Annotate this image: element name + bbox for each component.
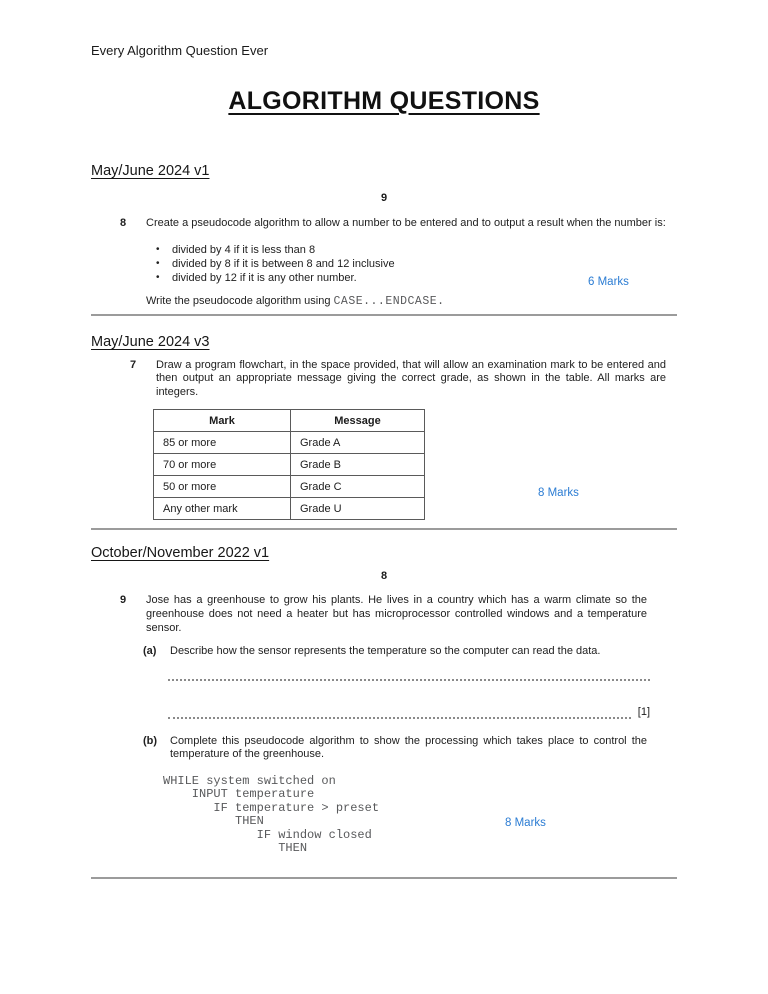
- bullet-text: divided by 4 if it is less than 8: [172, 243, 316, 256]
- exam-page-number: 9: [380, 192, 388, 204]
- table-row: [154, 432, 425, 454]
- section-heading-octnov-2022-v1: October/November 2022 v1: [91, 545, 270, 562]
- code-line: IF temperature > preset: [163, 800, 380, 815]
- code-line: THEN: [163, 814, 264, 829]
- part-text: Describe how the sensor represents the temperature so the computer can read the data.: [170, 645, 601, 658]
- section-divider: [91, 528, 677, 530]
- section-divider: [91, 314, 677, 316]
- answer-line: [168, 678, 650, 681]
- question-text: Create a pseudocode algorithm to allow a number to be entered and to output a result when the number is:: [146, 217, 666, 229]
- table-cell: Any other mark: [154, 498, 291, 520]
- table-cell: 85 or more: [154, 432, 291, 454]
- question-9: [120, 594, 677, 635]
- list-item: [156, 257, 677, 271]
- closing-code: CASE...ENDCASE.: [333, 294, 445, 308]
- question-number: 7: [130, 358, 137, 371]
- table-cell: Grade B: [291, 454, 425, 476]
- marks-badge: 8 Marks: [505, 817, 546, 829]
- question-8: [120, 217, 677, 231]
- dotted-answer-rule: [168, 678, 650, 681]
- marks-badge: 6 Marks: [588, 276, 629, 288]
- question-text: Jose has a greenhouse to grow his plants. He lives in a country which has a warm climate so the greenhouse does not need a heater but has microprocessor controlled windows and a temperature sensor.: [146, 594, 647, 634]
- part-text: Complete this pseudocode algorithm to show the processing which takes place to control the temperature of the greenhouse.: [170, 734, 647, 761]
- code-line: INPUT temperature: [163, 787, 315, 802]
- question-part-b: [143, 735, 677, 762]
- question-number: 8: [120, 217, 127, 229]
- table-cell: 70 or more: [154, 454, 291, 476]
- closing-text: Write the pseudocode algorithm using: [146, 294, 334, 307]
- code-line: THEN: [163, 841, 308, 856]
- section-divider: [91, 877, 677, 879]
- question-number: 9: [120, 594, 127, 607]
- part-label: (a): [143, 645, 157, 658]
- grade-table: [153, 409, 425, 520]
- question-part-a: [143, 645, 677, 659]
- exam-page-number: 8: [380, 570, 388, 583]
- table-row: [154, 498, 425, 520]
- pseudocode-block: [163, 775, 677, 856]
- bullet-icon: •: [156, 271, 160, 283]
- part-label: (b): [143, 734, 158, 747]
- table-cell: Grade C: [291, 476, 425, 498]
- section-heading-mayjune-2024-v3: May/June 2024 v3: [91, 333, 210, 350]
- table-row: [154, 476, 425, 498]
- code-line: IF window closed: [163, 827, 372, 842]
- table-cell: Grade A: [291, 432, 425, 454]
- bullet-text: divided by 12 if it is any other number.: [172, 271, 357, 284]
- question-text: Draw a program flowchart, in the space provided, that will allow an examination mark to be entered and then output an appropriate message giving the correct grade, as shown in the table. All marks are integers.: [156, 358, 666, 398]
- table-row: [154, 454, 425, 476]
- bullet-text: divided by 8 if it is between 8 and 12 inclusive: [172, 257, 395, 270]
- bullet-icon: •: [156, 257, 160, 269]
- table-cell: 50 or more: [154, 476, 291, 498]
- section-heading-mayjune-2024-v1: May/June 2024 v1: [91, 163, 210, 179]
- marks-badge: 8 Marks: [538, 487, 579, 499]
- page-title: [91, 88, 677, 115]
- answer-line: [168, 706, 650, 719]
- question-7: [130, 359, 677, 400]
- document-header: Every Algorithm Question Ever: [91, 43, 269, 58]
- table-cell: Grade U: [291, 498, 425, 520]
- question-closing-line: [146, 294, 677, 309]
- inline-mark-label: [1]: [637, 705, 650, 718]
- page-title-text: ALGORITHM QUESTIONS: [228, 87, 540, 115]
- table-header-mark: Mark: [154, 410, 291, 432]
- bullet-icon: •: [156, 243, 160, 255]
- dotted-answer-rule: [168, 716, 631, 719]
- code-line: WHILE system switched on: [163, 773, 336, 788]
- list-item: [156, 243, 677, 257]
- table-header-message: Message: [291, 410, 425, 432]
- table-header-row: [154, 410, 425, 432]
